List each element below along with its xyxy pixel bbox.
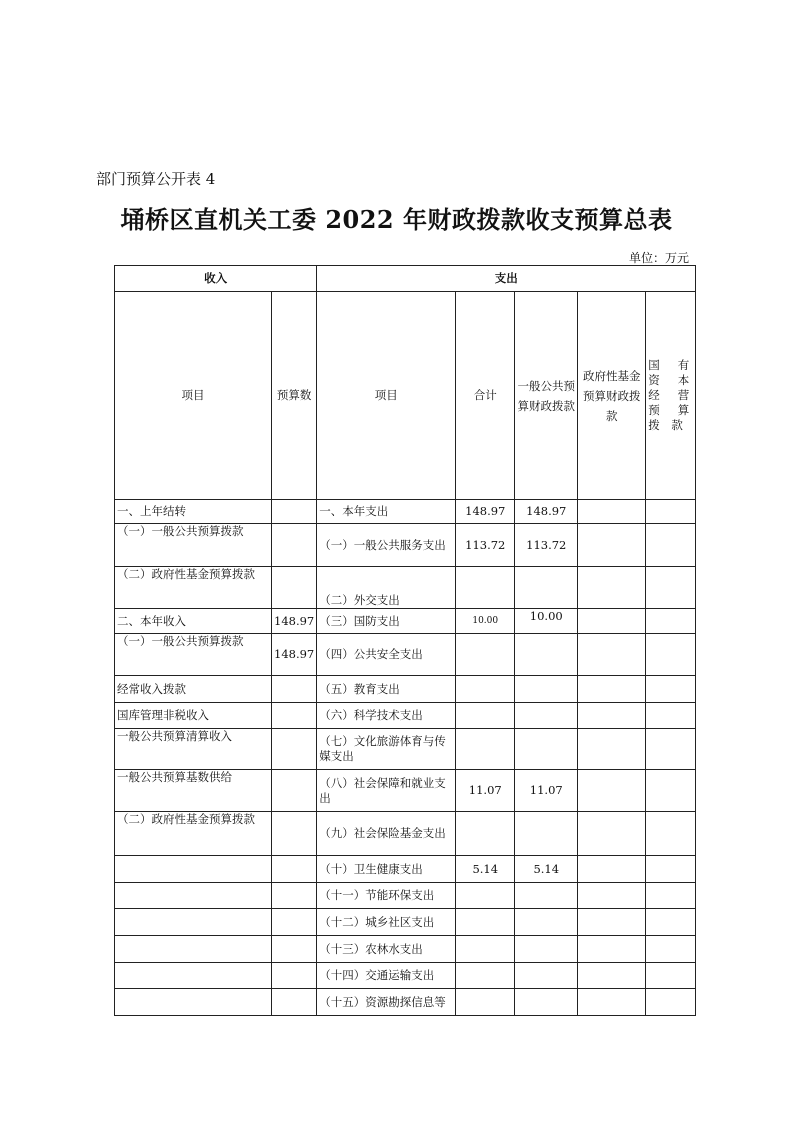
table-header-row-1 <box>115 266 696 292</box>
income-item-cell: 国库管理非税收入 <box>115 703 272 729</box>
total-cell: 148.97 <box>456 500 515 524</box>
expense-item-cell: 一、本年支出 <box>317 500 456 524</box>
table-row <box>115 936 696 963</box>
table-row <box>115 883 696 909</box>
income-amount-cell <box>272 989 317 1016</box>
total-cell <box>456 812 515 856</box>
income-item-cell: 一般公共预算基数供给 <box>115 770 272 812</box>
total-cell <box>456 963 515 989</box>
expense-item-cell: （二）外交支出 <box>317 567 456 609</box>
income-amount-cell <box>272 567 317 609</box>
budget-table <box>114 265 696 1016</box>
table-row <box>115 567 696 609</box>
total-cell <box>456 703 515 729</box>
state-capital-cell <box>646 500 696 524</box>
state-capital-cell <box>646 963 696 989</box>
gov-fund-cell <box>578 703 646 729</box>
income-item-cell <box>115 909 272 936</box>
expense-item-cell: （七）文化旅游体育与传媒支出 <box>317 729 456 770</box>
general-public-cell <box>515 936 578 963</box>
income-item-cell: （二）政府性基金预算拨款 <box>115 812 272 856</box>
gov-fund-cell <box>578 567 646 609</box>
income-amount-cell <box>272 963 317 989</box>
state-capital-header: 国 有 资 本 经 营 预 算 拨 款 <box>646 292 696 500</box>
income-item-cell: 一、上年结转 <box>115 500 272 524</box>
income-amount-cell <box>272 770 317 812</box>
gov-fund-cell <box>578 883 646 909</box>
income-item-cell: 一般公共预算清算收入 <box>115 729 272 770</box>
state-capital-cell <box>646 936 696 963</box>
table-row <box>115 856 696 883</box>
general-public-cell: 148.97 <box>515 500 578 524</box>
state-capital-cell <box>646 856 696 883</box>
general-public-cell <box>515 989 578 1016</box>
gov-fund-cell <box>578 676 646 703</box>
table-row <box>115 770 696 812</box>
income-item-cell: （二）政府性基金预算拨款 <box>115 567 272 609</box>
gov-fund-cell <box>578 500 646 524</box>
total-cell <box>456 634 515 676</box>
table-row <box>115 729 696 770</box>
table-row <box>115 524 696 567</box>
total-cell <box>456 567 515 609</box>
state-capital-cell <box>646 567 696 609</box>
expense-item-cell: （十）卫生健康支出 <box>317 856 456 883</box>
expense-item-cell: （三）国防支出 <box>317 609 456 634</box>
total-header: 合计 <box>456 292 515 500</box>
income-amount-cell: 148.97 <box>272 609 317 634</box>
state-capital-cell <box>646 812 696 856</box>
table-row <box>115 989 696 1016</box>
gov-fund-header: 政府性基金预算财政拨款 <box>578 292 646 500</box>
unit-label: 单位：万元 <box>628 251 689 265</box>
gov-fund-cell <box>578 936 646 963</box>
income-amount-cell <box>272 883 317 909</box>
total-cell <box>456 909 515 936</box>
gov-fund-cell <box>578 729 646 770</box>
general-public-header: 一般公共预算财政拨款 <box>515 292 578 500</box>
income-amount-cell <box>272 703 317 729</box>
table-row <box>115 909 696 936</box>
total-cell: 113.72 <box>456 524 515 567</box>
total-cell <box>456 883 515 909</box>
gov-fund-cell <box>578 812 646 856</box>
state-capital-cell <box>646 729 696 770</box>
state-capital-cell <box>646 770 696 812</box>
income-item-cell: （一）一般公共预算拨款 <box>115 524 272 567</box>
general-public-cell <box>515 963 578 989</box>
income-amount-cell <box>272 856 317 883</box>
expense-item-cell: （十一）节能环保支出 <box>317 883 456 909</box>
income-item-cell: 经常收入拨款 <box>115 676 272 703</box>
general-public-cell <box>515 703 578 729</box>
state-capital-cell <box>646 676 696 703</box>
income-item-cell <box>115 856 272 883</box>
general-public-cell <box>515 729 578 770</box>
income-amount-cell: 148.97 <box>272 634 317 676</box>
total-cell <box>456 729 515 770</box>
state-capital-cell <box>646 703 696 729</box>
income-amount-cell <box>272 936 317 963</box>
general-public-cell: 5.14 <box>515 856 578 883</box>
table-row <box>115 634 696 676</box>
total-cell: 10.00 <box>456 609 515 634</box>
gov-fund-cell <box>578 634 646 676</box>
state-capital-cell <box>646 524 696 567</box>
expense-item-cell: （九）社会保险基金支出 <box>317 812 456 856</box>
general-public-cell <box>515 676 578 703</box>
table-row <box>115 812 696 856</box>
table-header-row-2 <box>115 292 696 500</box>
page-title: 埇桥区直机关工委 2022 年财政拨款收支预算总表 <box>120 205 673 234</box>
expense-item-header: 项目 <box>317 292 456 500</box>
general-public-cell <box>515 567 578 609</box>
table-row <box>115 500 696 524</box>
income-item-cell <box>115 989 272 1016</box>
income-item-cell <box>115 936 272 963</box>
gov-fund-cell <box>578 989 646 1016</box>
expense-item-cell: （十五）资源勘探信息等 <box>317 989 456 1016</box>
income-item-cell <box>115 963 272 989</box>
income-amount-cell <box>272 524 317 567</box>
budget-amount-header: 预算数 <box>272 292 317 500</box>
income-item-header: 项目 <box>115 292 272 500</box>
expense-item-cell: （六）科学技术支出 <box>317 703 456 729</box>
total-cell: 5.14 <box>456 856 515 883</box>
gov-fund-cell <box>578 770 646 812</box>
general-public-cell: 11.07 <box>515 770 578 812</box>
table-row <box>115 963 696 989</box>
income-item-cell: （一）一般公共预算拨款 <box>115 634 272 676</box>
state-capital-cell <box>646 609 696 634</box>
expense-header: 支出 <box>317 266 696 292</box>
expense-item-cell: （十二）城乡社区支出 <box>317 909 456 936</box>
income-amount-cell <box>272 500 317 524</box>
income-amount-cell <box>272 729 317 770</box>
document-label: 部门预算公开表 4 <box>96 170 216 188</box>
income-amount-cell <box>272 812 317 856</box>
total-cell <box>456 989 515 1016</box>
state-capital-cell <box>646 883 696 909</box>
expense-item-cell: （四）公共安全支出 <box>317 634 456 676</box>
expense-item-cell: （五）教育支出 <box>317 676 456 703</box>
income-item-cell: 二、本年收入 <box>115 609 272 634</box>
general-public-cell <box>515 812 578 856</box>
table-row <box>115 676 696 703</box>
total-cell: 11.07 <box>456 770 515 812</box>
state-capital-cell <box>646 989 696 1016</box>
total-cell <box>456 676 515 703</box>
general-public-cell <box>515 883 578 909</box>
general-public-cell <box>515 909 578 936</box>
state-capital-cell <box>646 909 696 936</box>
gov-fund-cell <box>578 856 646 883</box>
gov-fund-cell <box>578 963 646 989</box>
income-header: 收入 <box>115 266 317 292</box>
total-cell <box>456 936 515 963</box>
expense-item-cell: （十三）农林水支出 <box>317 936 456 963</box>
expense-item-cell: （一）一般公共服务支出 <box>317 524 456 567</box>
state-capital-cell <box>646 634 696 676</box>
general-public-cell: 10.00 <box>515 609 578 634</box>
gov-fund-cell <box>578 609 646 634</box>
income-amount-cell <box>272 676 317 703</box>
income-amount-cell <box>272 909 317 936</box>
gov-fund-cell <box>578 909 646 936</box>
table-row <box>115 703 696 729</box>
general-public-cell: 113.72 <box>515 524 578 567</box>
gov-fund-cell <box>578 524 646 567</box>
income-item-cell <box>115 883 272 909</box>
expense-item-cell: （八）社会保障和就业支出 <box>317 770 456 812</box>
general-public-cell <box>515 634 578 676</box>
expense-item-cell: （十四）交通运输支出 <box>317 963 456 989</box>
table-row <box>115 609 696 634</box>
